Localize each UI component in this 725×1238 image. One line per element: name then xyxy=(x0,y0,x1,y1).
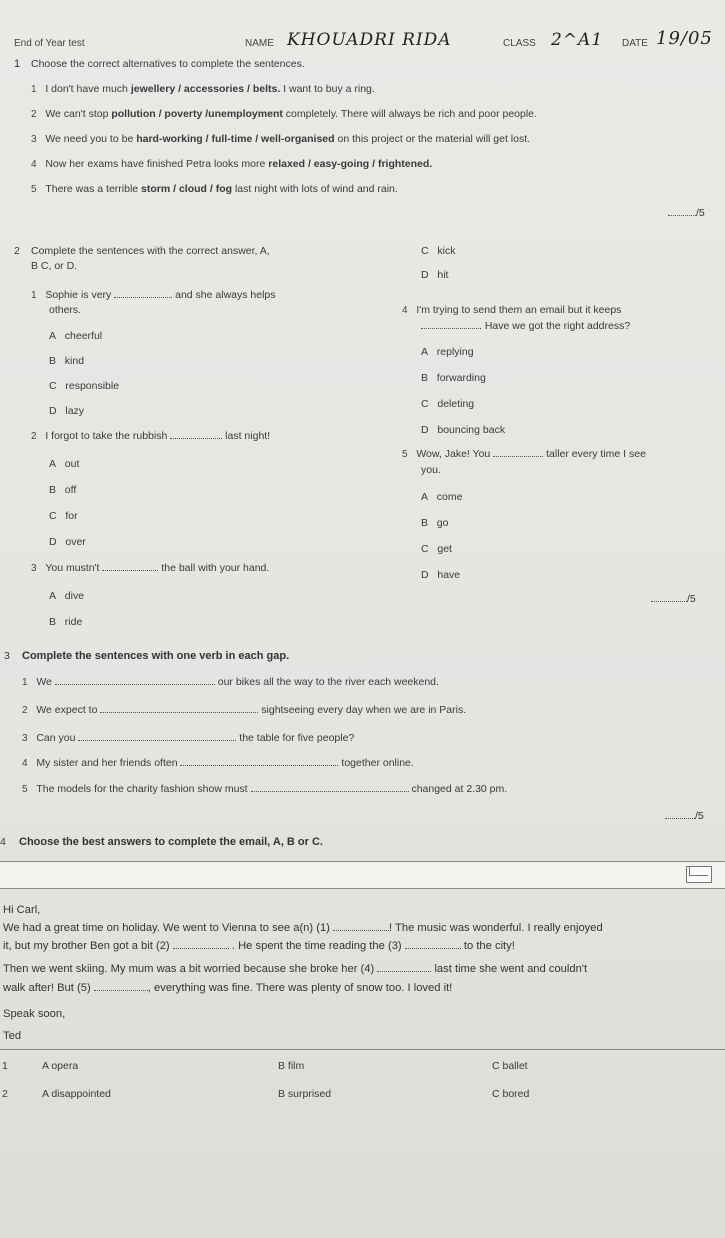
s2-q5-option[interactable]: D have xyxy=(421,569,461,581)
answer-option[interactable]: C ballet xyxy=(492,1060,528,1072)
date-value: 19/05 xyxy=(656,28,713,49)
name-value: KHOUADRI RIDA xyxy=(287,30,452,50)
section-2-number: 2 xyxy=(14,245,20,257)
s3-gap-4[interactable] xyxy=(180,765,338,766)
s1-item-3: 3 We need you to be hard-working / full-time / well-organised on this project or the material will get lost. xyxy=(31,133,531,145)
s3-item-5: 5 The models for the charity fashion show must changed at 2.30 pm. xyxy=(22,783,508,795)
envelope-icon xyxy=(686,866,712,883)
class-label: CLASS xyxy=(503,38,536,49)
test-title: End of Year test xyxy=(14,38,85,49)
s2-q5-option[interactable]: B go xyxy=(421,517,449,529)
answer-row-num: 1 xyxy=(2,1060,8,1072)
section-3-title: Complete the sentences with one verb in each gap. xyxy=(22,650,290,662)
answer-option[interactable]: C bored xyxy=(492,1088,530,1100)
email-greeting: Hi Carl, xyxy=(3,904,41,916)
s2-score: /5 xyxy=(651,593,696,605)
s2-q3-option[interactable]: B ride xyxy=(49,616,83,628)
s3-gap-2[interactable] xyxy=(100,712,258,713)
s2-q2-option[interactable]: D over xyxy=(49,536,86,548)
s2-q3-option[interactable]: C kick xyxy=(421,245,456,257)
s2-q2-option[interactable]: B off xyxy=(49,484,77,496)
answer-option[interactable]: A opera xyxy=(42,1060,79,1072)
s2-q3-option[interactable]: A dive xyxy=(49,590,85,602)
section-1-number: 1 xyxy=(14,58,21,70)
email-header-bar xyxy=(0,861,725,889)
s2-q1-line2: others. xyxy=(49,304,82,316)
s3-gap-1[interactable] xyxy=(55,684,215,685)
s2-q4-option[interactable]: B forwarding xyxy=(421,372,486,384)
s1-item-2: 2 We can't stop pollution / poverty /unemployment completely. There will always be rich and poor people. xyxy=(31,108,537,120)
s3-item-1: 1 We our bikes all the way to the river each weekend. xyxy=(22,676,439,688)
email-gap-1[interactable] xyxy=(333,930,389,931)
s2-q3-option[interactable]: D hit xyxy=(421,269,449,281)
email-gap-4[interactable] xyxy=(377,971,431,972)
s3-item-2: 2 We expect to sightseeing every day when we are in Paris. xyxy=(22,704,467,716)
s2-q4-option[interactable]: D bouncing back xyxy=(421,424,506,436)
s3-item-3: 3 Can you the table for five people? xyxy=(22,732,355,744)
s2-q4-option[interactable]: C deleting xyxy=(421,398,475,410)
s1-score: /5 xyxy=(668,207,705,219)
s2-q4: 4 I'm trying to send them an email but it keeps xyxy=(402,304,622,316)
s2-q4-option[interactable]: A replying xyxy=(421,346,474,358)
email-line-2: it, but my brother Ben got a bit (2) . He spent the time reading the (3) to the city! xyxy=(3,940,515,952)
email-gap-3[interactable] xyxy=(405,948,461,949)
section-4-title: Choose the best answers to complete the email, A, B or C. xyxy=(19,836,323,848)
s3-score: /5 xyxy=(665,810,704,822)
s1-item-5: 5 There was a terrible storm / cloud / fog last night with lots of wind and rain. xyxy=(31,183,398,195)
answer-option[interactable]: A disappointed xyxy=(42,1088,111,1100)
class-value: 2^A1 xyxy=(551,30,604,50)
date-label: DATE xyxy=(622,38,648,49)
s2-q2-option[interactable]: C for xyxy=(49,510,78,522)
section-2-title-2: B C, or D. xyxy=(31,260,78,272)
email-gap-5[interactable] xyxy=(94,990,148,991)
email-closing: Speak soon, xyxy=(3,1008,66,1020)
email-line-1: We had a great time on holiday. We went to Vienna to see a(n) (1) ! The music was wonderful. I really enjoyed xyxy=(3,922,603,934)
email-line-4: walk after! But (5) , everything was fine. There was plenty of snow too. I loved it! xyxy=(3,982,453,994)
section-3-number: 3 xyxy=(4,650,10,662)
s2-q1-option[interactable]: C responsible xyxy=(49,380,120,392)
s3-gap-3[interactable] xyxy=(78,740,236,741)
email-signature: Ted xyxy=(3,1030,22,1042)
s1-item-1: 1 I don't have much jewellery / accessories / belts. I want to buy a ring. xyxy=(31,83,375,95)
s2-q5-option[interactable]: A come xyxy=(421,491,463,503)
section-1-title: Choose the correct alternatives to complete the sentences. xyxy=(31,58,305,70)
s2-q1-option[interactable]: D lazy xyxy=(49,405,85,417)
s2-q2-option[interactable]: A out xyxy=(49,458,80,470)
s2-q3: 3 You mustn't the ball with your hand. xyxy=(31,562,270,574)
answer-option[interactable]: B surprised xyxy=(278,1088,332,1100)
answer-row-num: 2 xyxy=(2,1088,8,1100)
s2-q1-option[interactable]: B kind xyxy=(49,355,85,367)
section-4-number: 4 xyxy=(0,836,6,848)
email-bottom-rule xyxy=(0,1049,725,1050)
email-line-3: Then we went skiing. My mum was a bit worried because she broke her (4) last time she went and couldn't xyxy=(3,963,588,975)
section-2-title-1: Complete the sentences with the correct answer, A, xyxy=(31,245,270,257)
s2-q5-line2: you. xyxy=(421,464,441,476)
s2-q2: 2 I forgot to take the rubbish last night! xyxy=(31,430,271,442)
s3-gap-5[interactable] xyxy=(251,791,409,792)
s2-q5-option[interactable]: C get xyxy=(421,543,452,555)
s1-item-4: 4 Now her exams have finished Petra looks more relaxed / easy-going / frightened. xyxy=(31,158,433,170)
s2-q1-option[interactable]: A cheerful xyxy=(49,330,103,342)
answer-option[interactable]: B film xyxy=(278,1060,305,1072)
s2-q5: 5 Wow, Jake! You taller every time I see xyxy=(402,448,646,460)
s2-q1: 1 Sophie is very and she always helps xyxy=(31,289,276,301)
name-label: NAME xyxy=(245,38,274,49)
s2-q4-line2: . Have we got the right address? xyxy=(421,320,630,332)
email-gap-2[interactable] xyxy=(173,948,229,949)
s3-item-4: 4 My sister and her friends often together online. xyxy=(22,757,414,769)
